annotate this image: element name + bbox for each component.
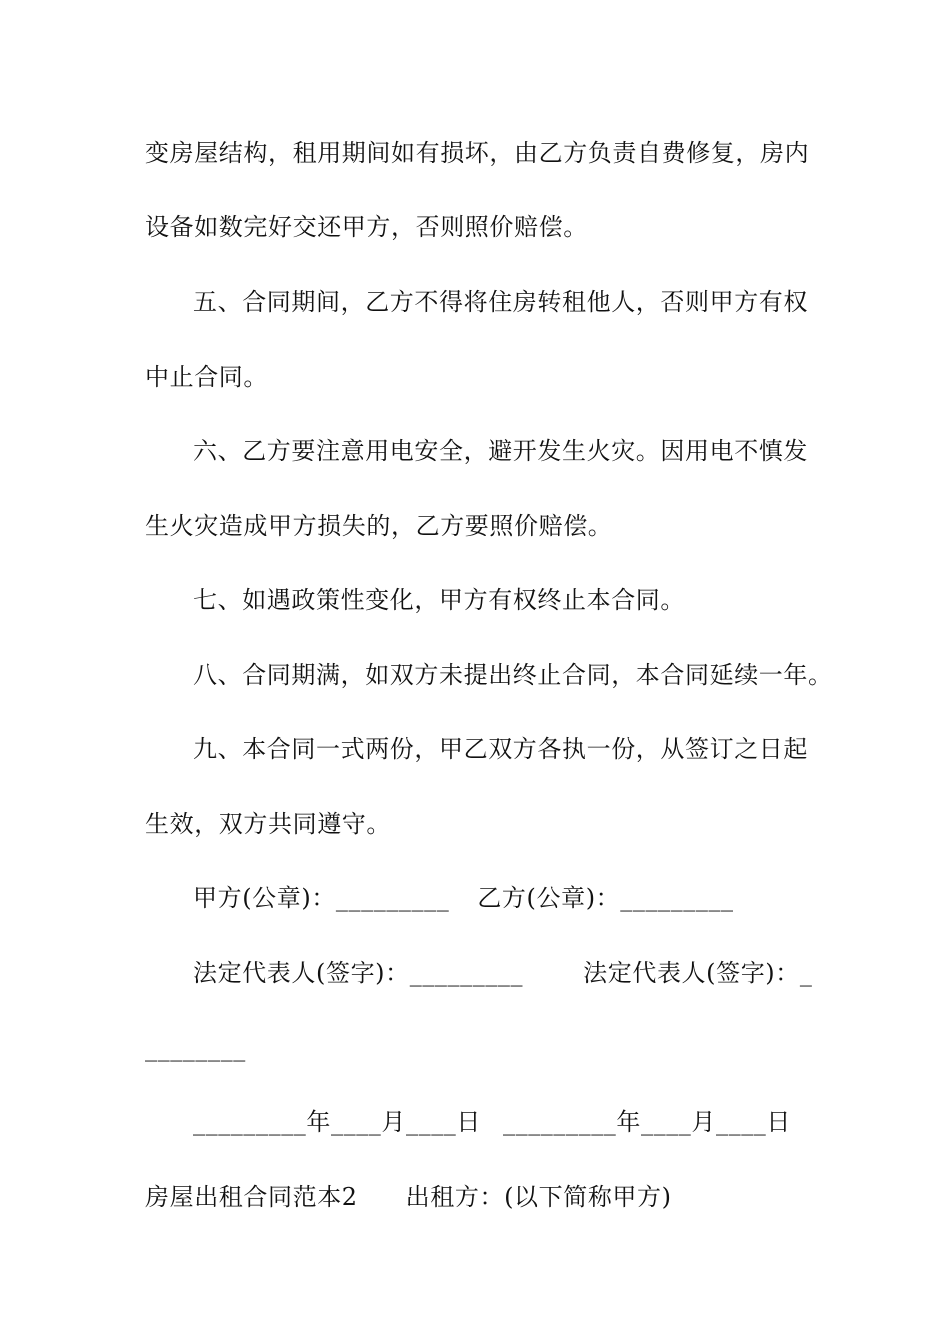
clause-nine-line: 生效，双方共同遵守。 xyxy=(145,810,391,838)
clause-five-line: 五、合同期间，乙方不得将住房转租他人，否则甲方有权 xyxy=(193,288,808,316)
lessor-label: 出租方：(以下简称甲方) xyxy=(405,1183,672,1211)
date-row xyxy=(193,1106,863,1138)
representative-row-continued: ________ xyxy=(145,1034,246,1062)
clause-six-line: 生火灾造成甲方损失的，乙方要照价赔偿。 xyxy=(145,512,613,540)
paragraph-line: 变房屋结构，租用期间如有损坏，由乙方负责自费修复，房内 xyxy=(145,139,810,167)
seal-row xyxy=(193,882,863,914)
clause-seven-line: 七、如遇政策性变化，甲方有权终止本合同。 xyxy=(193,586,685,614)
representative-row xyxy=(193,957,863,989)
party-a-representative-field: 法定代表人(签字)：_________ xyxy=(193,959,524,987)
party-b-representative-field: 法定代表人(签字)：_ xyxy=(583,959,813,987)
clause-five-line: 中止合同。 xyxy=(145,363,268,391)
party-b-seal-field: 乙方(公章)：_________ xyxy=(477,884,734,912)
next-contract-heading xyxy=(145,1181,815,1213)
clause-six-line: 六、乙方要注意用电安全，避开发生火灾。因用电不慎发 xyxy=(193,437,808,465)
paragraph-line: 设备如数完好交还甲方，否则照价赔偿。 xyxy=(145,213,588,241)
party-a-date-field: _________年____月____日 xyxy=(193,1108,481,1136)
party-a-seal-field: 甲方(公章)：_________ xyxy=(193,884,450,912)
clause-nine-line: 九、本合同一式两份，甲乙双方各执一份，从签订之日起 xyxy=(193,735,808,763)
clause-eight-line: 八、合同期满，如双方未提出终止合同，本合同延续一年。 xyxy=(193,661,833,689)
party-b-date-field: _________年____月____日 xyxy=(503,1108,791,1136)
next-contract-title: 房屋出租合同范本2 xyxy=(145,1183,358,1211)
